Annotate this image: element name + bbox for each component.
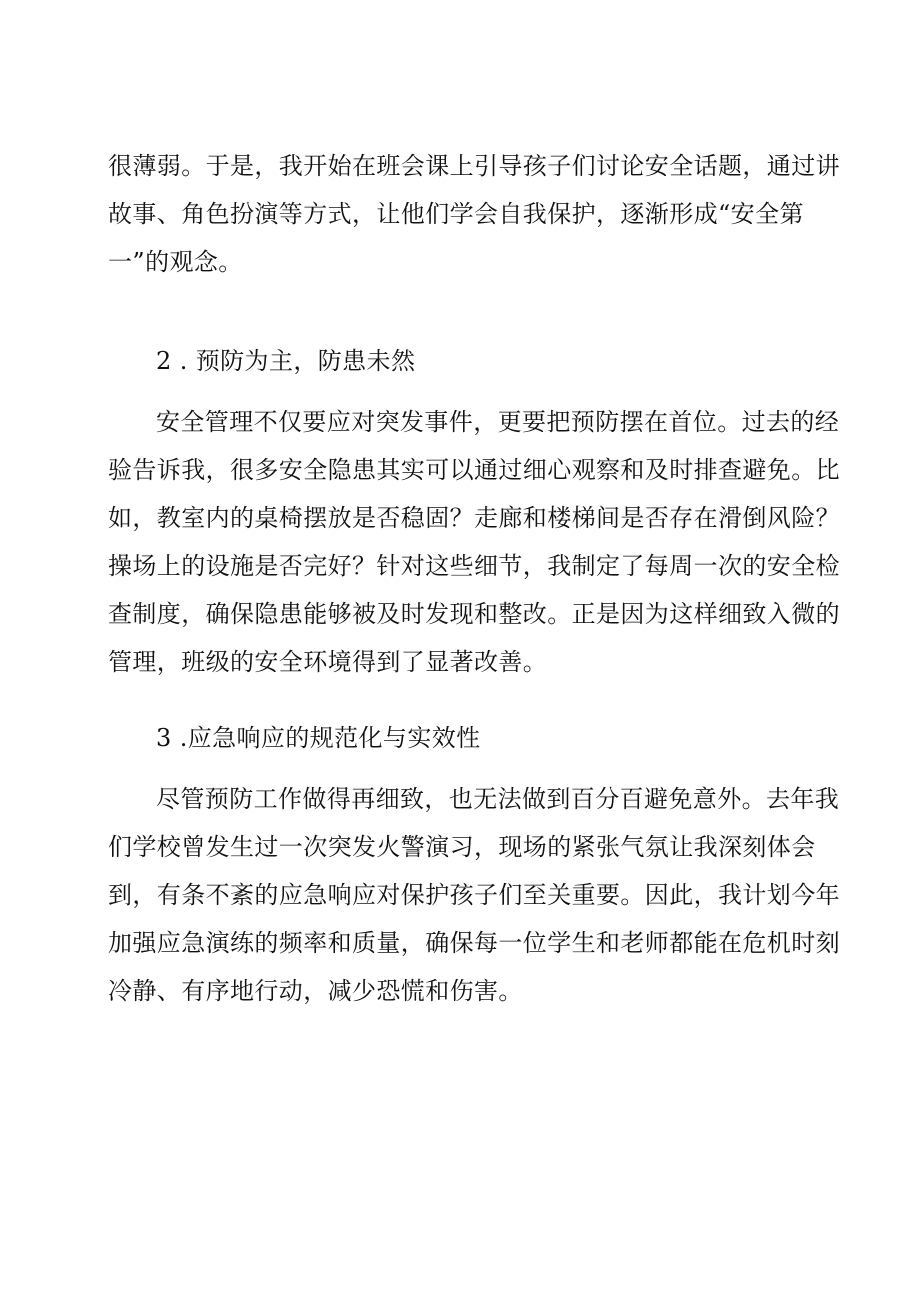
paragraph-1-line-3: 一”的观念。 xyxy=(108,248,243,276)
paragraph-3-line-3: 到，有条不紊的应急响应对保护孩子们至关重要。因此，我计划今年 xyxy=(108,881,840,909)
paragraph-1-line-2: 故事、角色扮演等方式，让他们学会自我保护，逐渐形成“安全第 xyxy=(108,200,804,228)
paragraph-1-line-1: 很薄弱。于是，我开始在班会课上引导孩子们讨论安全话题，通过讲 xyxy=(108,152,840,180)
paragraph-3-line-4: 加强应急演练的频率和质量，确保每一位学生和老师都能在危机时刻 xyxy=(108,929,840,957)
paragraph-2-line-5: 查制度，确保隐患能够被及时发现和整改。正是因为这样细致入微的 xyxy=(108,600,840,628)
paragraph-1 xyxy=(108,142,840,286)
paragraph-2 xyxy=(108,398,840,686)
paragraph-2-line-4: 操场上的设施是否完好？针对这些细节，我制定了每周一次的安全检 xyxy=(108,552,840,580)
paragraph-2-line-1: 安全管理不仅要应对突发事件，更要把预防摆在首位。过去的经 xyxy=(156,408,840,436)
paragraph-3-line-5: 冷静、有序地行动，减少恐慌和伤害。 xyxy=(108,977,523,1005)
paragraph-3 xyxy=(108,775,840,1015)
section-heading-2: 2 . 预防为主，防患未然 xyxy=(156,347,416,375)
paragraph-2-line-2: 验告诉我，很多安全隐患其实可以通过细心观察和及时排查避免。比 xyxy=(108,456,840,484)
paragraph-2-line-3: 如，教室内的桌椅摆放是否稳固？走廊和楼梯间是否存在滑倒风险？ xyxy=(108,504,840,532)
paragraph-3-line-1: 尽管预防工作做得再细致，也无法做到百分百避免意外。去年我 xyxy=(156,785,840,813)
section-heading-3: 3 .应急响应的规范化与实效性 xyxy=(156,724,481,752)
paragraph-3-line-2: 们学校曾发生过一次突发火警演习，现场的紧张气氛让我深刻体会 xyxy=(108,833,816,861)
paragraph-2-line-6: 管理，班级的安全环境得到了显著改善。 xyxy=(108,648,548,676)
